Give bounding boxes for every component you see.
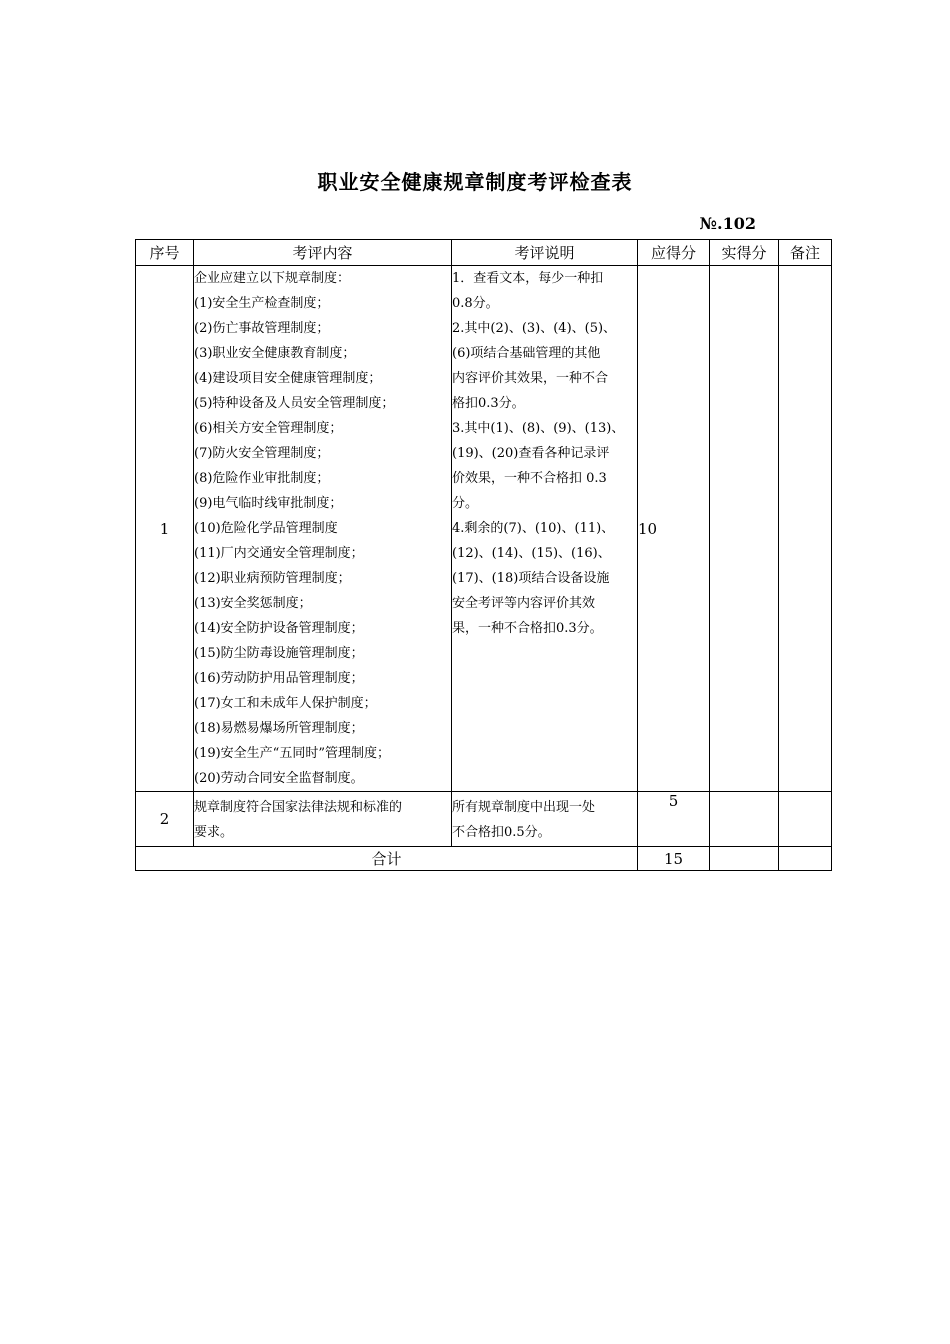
total-label: 合计 <box>136 847 638 871</box>
row-remark <box>779 792 832 847</box>
content-line: (12)职业病预防管理制度； <box>194 571 351 586</box>
page-title: 职业安全健康规章制度考评检查表 <box>317 170 633 194</box>
table-row <box>136 792 832 847</box>
content-line: (5)特种设备及人员安全管理制度； <box>194 396 395 411</box>
total-should-score: 15 <box>638 847 710 871</box>
explain-line: 安全考评等内容评价其效 <box>452 596 596 611</box>
content-line: (2)伤亡事故管理制度； <box>194 321 330 336</box>
explain-line: 内容评价其效果，一种不合 <box>452 371 609 386</box>
content-line: (16)劳动防护用品管理制度； <box>194 671 364 686</box>
document-number: №.102 <box>699 214 756 233</box>
header-remark: 备注 <box>779 240 832 266</box>
content-line: (4)建设项目安全健康管理制度； <box>194 371 382 386</box>
content-line: (18)易燃易爆场所管理制度； <box>194 721 364 736</box>
content-line: (15)防尘防毒设施管理制度； <box>194 646 364 661</box>
content-line: (13)安全奖惩制度； <box>194 596 312 611</box>
content-line: (6)相关方安全管理制度； <box>194 421 343 436</box>
row-content <box>194 792 452 847</box>
explain-line: 4.剩余的(7)、(10)、(11)、 <box>452 521 615 536</box>
explain-line: (19)、(20)查看各种记录评 <box>452 446 610 461</box>
explain-line: 3.其中(1)、(8)、(9)、(13)、 <box>452 421 625 436</box>
table-row <box>136 266 832 792</box>
content-line: (19)安全生产“五同时”管理制度； <box>194 746 390 761</box>
content-line: (7)防火安全管理制度； <box>194 446 330 461</box>
row-seq: 2 <box>136 792 194 847</box>
explain-line: 果，一种不合格扣0.3分。 <box>452 621 603 636</box>
explain-line: (6)项结合基础管理的其他 <box>452 346 601 361</box>
explain-line: (17)、(18)项结合设备设施 <box>452 571 610 586</box>
row-should-score: 5 <box>638 792 710 847</box>
explain-line: 1．查看文本，每少一种扣 <box>452 271 604 286</box>
row-explain <box>452 792 638 847</box>
total-actual-score <box>710 847 779 871</box>
row-should-score: 10 <box>638 266 710 792</box>
content-line: (14)安全防护设备管理制度； <box>194 621 364 636</box>
content-line: (8)危险作业审批制度； <box>194 471 330 486</box>
row-remark <box>779 266 832 792</box>
explain-line: 所有规章制度中出现一处 <box>452 800 596 815</box>
explain-line: 不合格扣0.5分。 <box>452 825 551 840</box>
content-line: 规章制度符合国家法律法规和标准的 <box>194 800 403 815</box>
content-line: (3)职业安全健康教育制度； <box>194 346 356 361</box>
explain-line: (12)、(14)、(15)、(16)、 <box>452 546 611 561</box>
header-actual-score: 实得分 <box>710 240 779 266</box>
explain-line: 0.8分。 <box>452 296 499 311</box>
explain-line: 2.其中(2)、(3)、(4)、(5)、 <box>452 321 617 336</box>
header-content: 考评内容 <box>194 240 452 266</box>
header-seq: 序号 <box>136 240 194 266</box>
evaluation-table <box>135 239 832 871</box>
row-seq: 1 <box>136 266 194 792</box>
content-line: 企业应建立以下规章制度： <box>194 271 351 286</box>
header-row <box>136 240 832 266</box>
row-actual-score <box>710 792 779 847</box>
explain-line: 格扣0.3分。 <box>452 396 525 411</box>
total-remark <box>779 847 832 871</box>
total-row <box>136 847 832 871</box>
content-line: (10)危险化学品管理制度 <box>194 521 338 536</box>
row-actual-score <box>710 266 779 792</box>
content-line: 要求。 <box>194 825 234 840</box>
header-explain: 考评说明 <box>452 240 638 266</box>
content-line: (20)劳动合同安全监督制度。 <box>194 771 364 786</box>
explain-line: 分。 <box>452 496 479 511</box>
header-should-score: 应得分 <box>638 240 710 266</box>
row-explain <box>452 266 638 792</box>
content-line: (1)安全生产检查制度； <box>194 296 330 311</box>
content-line: (9)电气临时线审批制度； <box>194 496 343 511</box>
explain-line: 价效果，一种不合格扣 0.3 <box>452 471 607 486</box>
content-line: (11)厂内交通安全管理制度； <box>194 546 364 561</box>
content-line: (17)女工和未成年人保护制度； <box>194 696 377 711</box>
row-content <box>194 266 452 792</box>
